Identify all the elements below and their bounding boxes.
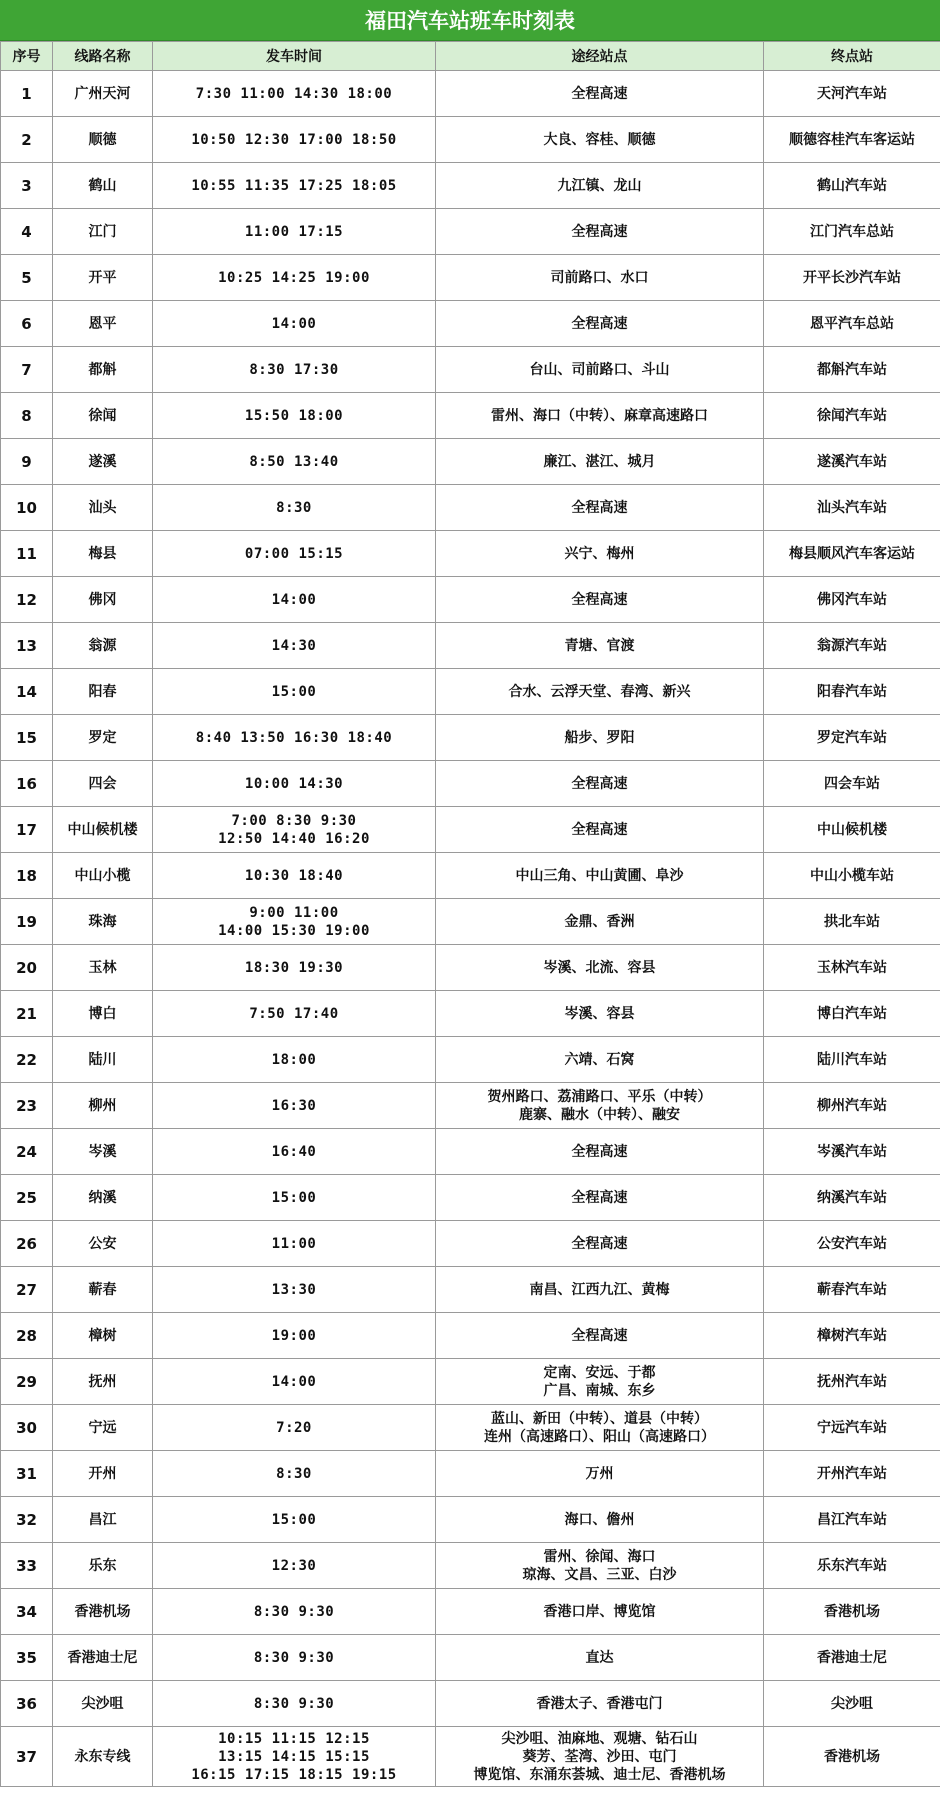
departure-times: 9:00 11:00 14:00 15:30 19:00: [153, 899, 436, 945]
row-number: 28: [1, 1313, 53, 1359]
departure-times: 15:50 18:00: [153, 393, 436, 439]
departure-times: 18:30 19:30: [153, 945, 436, 991]
table-row: [1, 1405, 940, 1451]
destination: 香港迪士尼: [764, 1635, 940, 1681]
table-row: [1, 1543, 940, 1589]
departure-times: 11:00 17:15: [153, 209, 436, 255]
row-number: 32: [1, 1497, 53, 1543]
route-name: 岑溪: [53, 1129, 153, 1175]
departure-times: 14:30: [153, 623, 436, 669]
table-row: [1, 1083, 940, 1129]
via-stops: 兴宁、梅州: [436, 531, 764, 577]
table-row: [1, 439, 940, 485]
table-row: [1, 1497, 940, 1543]
destination: 开州汽车站: [764, 1451, 940, 1497]
row-number: 22: [1, 1037, 53, 1083]
departure-times: 7:50 17:40: [153, 991, 436, 1037]
row-number: 27: [1, 1267, 53, 1313]
header-no: 序号: [1, 42, 53, 71]
row-number: 16: [1, 761, 53, 807]
header-dest: 终点站: [764, 42, 940, 71]
route-name: 江门: [53, 209, 153, 255]
destination: 阳春汽车站: [764, 669, 940, 715]
via-stops: 九江镇、龙山: [436, 163, 764, 209]
via-stops: 全程高速: [436, 577, 764, 623]
destination: 抚州汽车站: [764, 1359, 940, 1405]
destination: 公安汽车站: [764, 1221, 940, 1267]
route-name: 乐东: [53, 1543, 153, 1589]
table-row: [1, 1635, 940, 1681]
via-stops: 大良、容桂、顺德: [436, 117, 764, 163]
table-row: [1, 347, 940, 393]
header-route: 线路名称: [53, 42, 153, 71]
destination: 天河汽车站: [764, 71, 940, 117]
row-number: 17: [1, 807, 53, 853]
destination: 拱北车站: [764, 899, 940, 945]
departure-times: 8:40 13:50 16:30 18:40: [153, 715, 436, 761]
table-row: [1, 577, 940, 623]
departure-times: 8:30 17:30: [153, 347, 436, 393]
table-row: [1, 899, 940, 945]
table-row: [1, 117, 940, 163]
departure-times: 7:30 11:00 14:30 18:00: [153, 71, 436, 117]
row-number: 18: [1, 853, 53, 899]
departure-times: 13:30: [153, 1267, 436, 1313]
row-number: 4: [1, 209, 53, 255]
departure-times: 8:50 13:40: [153, 439, 436, 485]
destination: 昌江汽车站: [764, 1497, 940, 1543]
departure-times: 10:55 11:35 17:25 18:05: [153, 163, 436, 209]
via-stops: 贺州路口、荔浦路口、平乐（中转） 鹿寨、融水（中转）、融安: [436, 1083, 764, 1129]
table-row: [1, 669, 940, 715]
route-name: 徐闻: [53, 393, 153, 439]
table-row: [1, 853, 940, 899]
route-name: 公安: [53, 1221, 153, 1267]
route-name: 顺德: [53, 117, 153, 163]
table-row: [1, 991, 940, 1037]
timetable-body: [1, 71, 940, 1787]
row-number: 3: [1, 163, 53, 209]
via-stops: 全程高速: [436, 485, 764, 531]
destination: 四会车站: [764, 761, 940, 807]
departure-times: 14:00: [153, 301, 436, 347]
table-row: [1, 1129, 940, 1175]
destination: 汕头汽车站: [764, 485, 940, 531]
destination: 鹤山汽车站: [764, 163, 940, 209]
row-number: 37: [1, 1727, 53, 1787]
table-row: [1, 1681, 940, 1727]
via-stops: 万州: [436, 1451, 764, 1497]
route-name: 罗定: [53, 715, 153, 761]
via-stops: 廉江、湛江、城月: [436, 439, 764, 485]
departure-times: 07:00 15:15: [153, 531, 436, 577]
table-row: [1, 1359, 940, 1405]
departure-times: 10:25 14:25 19:00: [153, 255, 436, 301]
destination: 岑溪汽车站: [764, 1129, 940, 1175]
route-name: 蕲春: [53, 1267, 153, 1313]
route-name: 樟树: [53, 1313, 153, 1359]
table-row: [1, 945, 940, 991]
timetable: [0, 41, 940, 1787]
departure-times: 7:00 8:30 9:30 12:50 14:40 16:20: [153, 807, 436, 853]
route-name: 玉林: [53, 945, 153, 991]
table-row: [1, 1267, 940, 1313]
row-number: 13: [1, 623, 53, 669]
destination: 中山小榄车站: [764, 853, 940, 899]
row-number: 30: [1, 1405, 53, 1451]
departure-times: 19:00: [153, 1313, 436, 1359]
destination: 罗定汽车站: [764, 715, 940, 761]
table-row: [1, 209, 940, 255]
destination: 都斛汽车站: [764, 347, 940, 393]
header-row: [1, 42, 940, 71]
via-stops: 合水、云浮天堂、春湾、新兴: [436, 669, 764, 715]
table-row: [1, 807, 940, 853]
destination: 佛冈汽车站: [764, 577, 940, 623]
row-number: 34: [1, 1589, 53, 1635]
via-stops: 香港太子、香港屯门: [436, 1681, 764, 1727]
destination: 恩平汽车总站: [764, 301, 940, 347]
route-name: 中山小榄: [53, 853, 153, 899]
via-stops: 六靖、石窝: [436, 1037, 764, 1083]
via-stops: 青塘、官渡: [436, 623, 764, 669]
route-name: 开州: [53, 1451, 153, 1497]
table-row: [1, 1451, 940, 1497]
row-number: 7: [1, 347, 53, 393]
route-name: 佛冈: [53, 577, 153, 623]
departure-times: 8:30 9:30: [153, 1589, 436, 1635]
row-number: 24: [1, 1129, 53, 1175]
departure-times: 15:00: [153, 1497, 436, 1543]
departure-times: 8:30 9:30: [153, 1681, 436, 1727]
table-row: [1, 623, 940, 669]
departure-times: 18:00: [153, 1037, 436, 1083]
via-stops: 全程高速: [436, 1221, 764, 1267]
departure-times: 16:40: [153, 1129, 436, 1175]
route-name: 都斛: [53, 347, 153, 393]
route-name: 汕头: [53, 485, 153, 531]
header-via: 途经站点: [436, 42, 764, 71]
row-number: 11: [1, 531, 53, 577]
row-number: 36: [1, 1681, 53, 1727]
table-row: [1, 301, 940, 347]
departure-times: 10:30 18:40: [153, 853, 436, 899]
destination: 开平长沙汽车站: [764, 255, 940, 301]
row-number: 1: [1, 71, 53, 117]
route-name: 四会: [53, 761, 153, 807]
row-number: 31: [1, 1451, 53, 1497]
via-stops: 全程高速: [436, 301, 764, 347]
row-number: 29: [1, 1359, 53, 1405]
departure-times: 15:00: [153, 1175, 436, 1221]
row-number: 15: [1, 715, 53, 761]
route-name: 阳春: [53, 669, 153, 715]
row-number: 21: [1, 991, 53, 1037]
via-stops: 南昌、江西九江、黄梅: [436, 1267, 764, 1313]
departure-times: 11:00: [153, 1221, 436, 1267]
via-stops: 尖沙咀、油麻地、观塘、钻石山 葵芳、荃湾、沙田、屯门 博览馆、东涌东荟城、迪士尼、香港机场: [436, 1727, 764, 1787]
via-stops: 全程高速: [436, 209, 764, 255]
departure-times: 10:15 11:15 12:15 13:15 14:15 15:15 16:15 17:15 18:15 19:15: [153, 1727, 436, 1787]
route-name: 遂溪: [53, 439, 153, 485]
table-row: [1, 1175, 940, 1221]
departure-times: 10:00 14:30: [153, 761, 436, 807]
via-stops: 全程高速: [436, 1129, 764, 1175]
route-name: 广州天河: [53, 71, 153, 117]
destination: 尖沙咀: [764, 1681, 940, 1727]
via-stops: 香港口岸、博览馆: [436, 1589, 764, 1635]
route-name: 尖沙咀: [53, 1681, 153, 1727]
destination: 纳溪汽车站: [764, 1175, 940, 1221]
via-stops: 岑溪、北流、容县: [436, 945, 764, 991]
departure-times: 15:00: [153, 669, 436, 715]
table-row: [1, 1037, 940, 1083]
destination: 江门汽车总站: [764, 209, 940, 255]
via-stops: 海口、儋州: [436, 1497, 764, 1543]
route-name: 鹤山: [53, 163, 153, 209]
route-name: 梅县: [53, 531, 153, 577]
via-stops: 定南、安远、于都 广昌、南城、东乡: [436, 1359, 764, 1405]
table-row: [1, 393, 940, 439]
row-number: 10: [1, 485, 53, 531]
row-number: 19: [1, 899, 53, 945]
route-name: 宁远: [53, 1405, 153, 1451]
destination: 蕲春汽车站: [764, 1267, 940, 1313]
timetable-title: 福田汽车站班车时刻表: [0, 0, 940, 41]
departure-times: 16:30: [153, 1083, 436, 1129]
destination: 徐闻汽车站: [764, 393, 940, 439]
via-stops: 全程高速: [436, 1313, 764, 1359]
via-stops: 直达: [436, 1635, 764, 1681]
departure-times: 14:00: [153, 577, 436, 623]
row-number: 33: [1, 1543, 53, 1589]
destination: 香港机场: [764, 1589, 940, 1635]
departure-times: 8:30: [153, 485, 436, 531]
departure-times: 7:20: [153, 1405, 436, 1451]
destination: 遂溪汽车站: [764, 439, 940, 485]
via-stops: 全程高速: [436, 807, 764, 853]
route-name: 翁源: [53, 623, 153, 669]
route-name: 柳州: [53, 1083, 153, 1129]
row-number: 6: [1, 301, 53, 347]
row-number: 14: [1, 669, 53, 715]
route-name: 香港迪士尼: [53, 1635, 153, 1681]
header-times: 发车时间: [153, 42, 436, 71]
destination: 翁源汽车站: [764, 623, 940, 669]
destination: 玉林汽车站: [764, 945, 940, 991]
via-stops: 全程高速: [436, 71, 764, 117]
route-name: 昌江: [53, 1497, 153, 1543]
via-stops: 台山、司前路口、斗山: [436, 347, 764, 393]
table-row: [1, 1727, 940, 1787]
departure-times: 12:30: [153, 1543, 436, 1589]
table-row: [1, 485, 940, 531]
via-stops: 船步、罗阳: [436, 715, 764, 761]
route-name: 抚州: [53, 1359, 153, 1405]
route-name: 博白: [53, 991, 153, 1037]
table-row: [1, 163, 940, 209]
table-row: [1, 1221, 940, 1267]
destination: 樟树汽车站: [764, 1313, 940, 1359]
row-number: 20: [1, 945, 53, 991]
departure-times: 14:00: [153, 1359, 436, 1405]
destination: 陆川汽车站: [764, 1037, 940, 1083]
destination: 中山候机楼: [764, 807, 940, 853]
destination: 宁远汽车站: [764, 1405, 940, 1451]
route-name: 恩平: [53, 301, 153, 347]
departure-times: 10:50 12:30 17:00 18:50: [153, 117, 436, 163]
destination: 梅县顺风汽车客运站: [764, 531, 940, 577]
row-number: 12: [1, 577, 53, 623]
row-number: 35: [1, 1635, 53, 1681]
row-number: 23: [1, 1083, 53, 1129]
via-stops: 全程高速: [436, 761, 764, 807]
via-stops: 司前路口、水口: [436, 255, 764, 301]
table-row: [1, 255, 940, 301]
route-name: 陆川: [53, 1037, 153, 1083]
via-stops: 岑溪、容县: [436, 991, 764, 1037]
destination: 香港机场: [764, 1727, 940, 1787]
route-name: 永东专线: [53, 1727, 153, 1787]
row-number: 25: [1, 1175, 53, 1221]
departure-times: 8:30: [153, 1451, 436, 1497]
table-row: [1, 1313, 940, 1359]
row-number: 5: [1, 255, 53, 301]
route-name: 开平: [53, 255, 153, 301]
departure-times: 8:30 9:30: [153, 1635, 436, 1681]
route-name: 纳溪: [53, 1175, 153, 1221]
destination: 博白汽车站: [764, 991, 940, 1037]
table-row: [1, 531, 940, 577]
route-name: 香港机场: [53, 1589, 153, 1635]
table-row: [1, 1589, 940, 1635]
table-row: [1, 761, 940, 807]
destination: 乐东汽车站: [764, 1543, 940, 1589]
route-name: 中山候机楼: [53, 807, 153, 853]
via-stops: 金鼎、香洲: [436, 899, 764, 945]
row-number: 8: [1, 393, 53, 439]
via-stops: 全程高速: [436, 1175, 764, 1221]
route-name: 珠海: [53, 899, 153, 945]
table-row: [1, 71, 940, 117]
via-stops: 中山三角、中山黄圃、阜沙: [436, 853, 764, 899]
via-stops: 雷州、海口（中转）、麻章高速路口: [436, 393, 764, 439]
via-stops: 雷州、徐闻、海口 琼海、文昌、三亚、白沙: [436, 1543, 764, 1589]
via-stops: 蓝山、新田（中转）、道县（中转） 连州（高速路口）、阳山（高速路口）: [436, 1405, 764, 1451]
destination: 柳州汽车站: [764, 1083, 940, 1129]
row-number: 26: [1, 1221, 53, 1267]
row-number: 9: [1, 439, 53, 485]
row-number: 2: [1, 117, 53, 163]
table-row: [1, 715, 940, 761]
destination: 顺德容桂汽车客运站: [764, 117, 940, 163]
